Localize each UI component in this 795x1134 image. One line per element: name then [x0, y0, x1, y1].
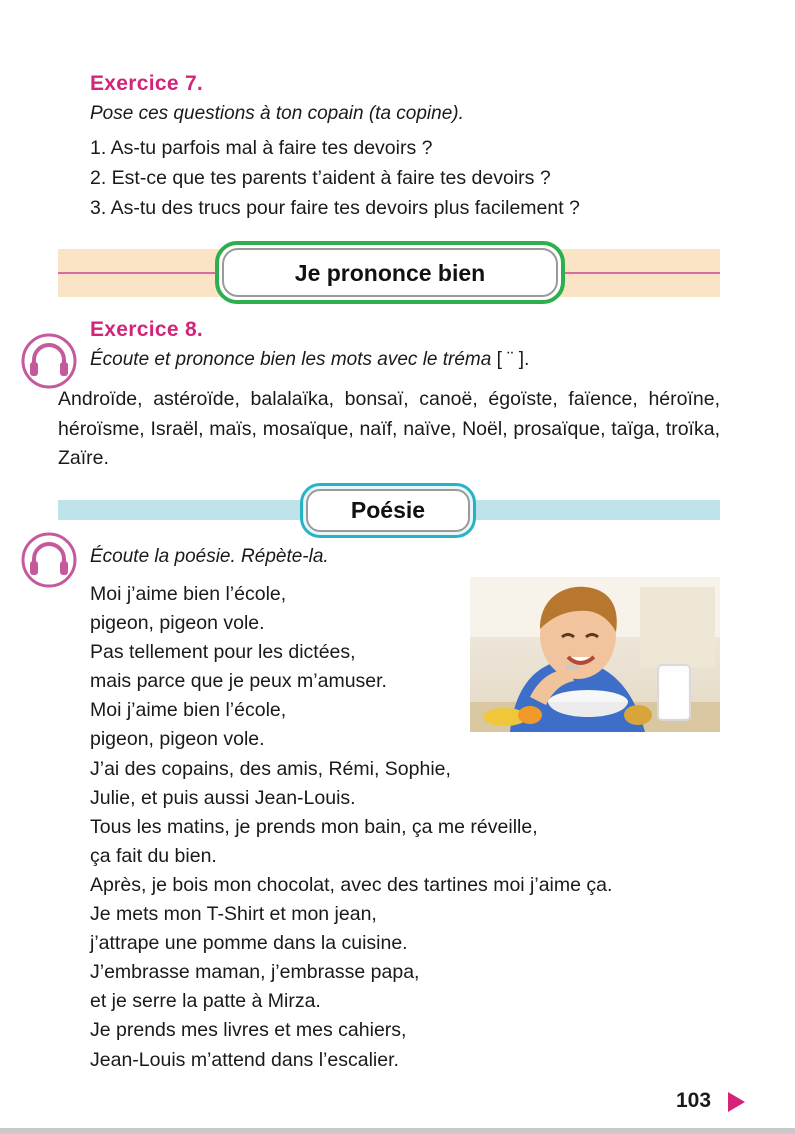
- section-frame-poetry: [300, 483, 476, 538]
- page-number: 103: [676, 1089, 712, 1112]
- poem-line: j’attrape une pomme dans la cuisine.: [90, 932, 408, 955]
- section-frame-pronounce: [215, 241, 565, 304]
- trema-word-list: Androïde, astéroïde, balalaïka, bonsaï, canoë, égoïste, faïence, héroïne, héroïsme, Israël, maïs, mosaïque, naïf, naïve, Noël, prosaïque, taïga, troïka, Zaïre.: [58, 388, 720, 469]
- poem-line: J’ai des copains, des amis, Rémi, Sophie,: [90, 757, 451, 780]
- question-1: 1. As-tu parfois mal à faire tes devoirs ?: [90, 137, 433, 159]
- poem-line: Après, je bois mon chocolat, avec des tartines moi j’aime ça.: [90, 873, 613, 896]
- poem-line: Moi j’aime bien l’école,: [90, 699, 287, 722]
- poem-instruction: Écoute la poésie. Répète-la.: [90, 546, 329, 567]
- question-3: 3. As-tu des trucs pour faire tes devoirs plus facilement ?: [90, 197, 580, 219]
- headphones-icon[interactable]: [20, 332, 78, 390]
- poem-line: Je prends mes livres et mes cahiers,: [90, 1019, 407, 1042]
- exercise-7-instruction: Pose ces questions à ton copain (ta copine).: [90, 103, 464, 124]
- exercise-7-title: Exercice 7.: [90, 72, 204, 95]
- poem-text: [90, 580, 612, 1075]
- poem-line: pigeon, pigeon vole.: [90, 612, 265, 635]
- poem-line: J’embrasse maman, j’embrasse papa,: [90, 961, 420, 984]
- question-2: 2. Est-ce que tes parents t’aident à faire tes devoirs ?: [90, 167, 551, 189]
- poem-line: et je serre la patte à Mirza.: [90, 990, 321, 1013]
- headphones-icon[interactable]: [20, 531, 78, 589]
- section-title-pronounce: Je prononce bien: [222, 248, 558, 297]
- poem-line: Tous les matins, je prends mon bain, ça me réveille,: [90, 815, 538, 838]
- section-title-poetry: Poésie: [306, 489, 470, 532]
- trema-symbol: [ ¨ ].: [496, 349, 530, 370]
- poem-line: Je mets mon T-Shirt et mon jean,: [90, 903, 377, 926]
- poem-line: ça fait du bien.: [90, 844, 217, 867]
- page-arrow-icon[interactable]: [726, 1091, 746, 1113]
- poem-line: Julie, et puis aussi Jean-Louis.: [90, 786, 356, 809]
- exercise-8-title: Exercice 8.: [90, 318, 204, 341]
- poem-line: Jean-Louis m’attend dans l’escalier.: [90, 1048, 399, 1071]
- poem-line: Moi j’aime bien l’école,: [90, 583, 287, 605]
- poem-line: mais parce que je peux m’amuser.: [90, 670, 387, 693]
- poem-line: pigeon, pigeon vole.: [90, 728, 265, 751]
- exercise-8-instruction-text: Écoute et prononce bien les mots avec le tréma: [90, 349, 492, 370]
- poem-line: Pas tellement pour les dictées,: [90, 641, 356, 664]
- exercise-8-instruction: [90, 349, 529, 371]
- page-bottom-bar: [0, 1128, 795, 1134]
